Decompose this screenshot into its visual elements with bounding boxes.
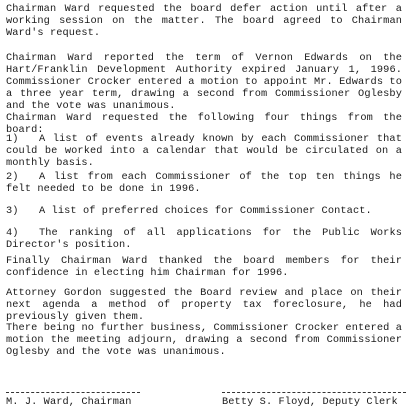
list-item-text: A list of preferred choices for Commissioner Contact. (39, 205, 372, 217)
paragraph-edwards-appointment: Chairman Ward reported the term of Vernon Edwards on the Hart/Franklin Development Authority expired January 1, 1996. Commissioner Crocker entered a motion to appoint Mr. Edwards to a three year term, drawing a second from Commissioner Oglesby and the vote was unanimous. (6, 52, 402, 113)
list-item-2 (6, 171, 402, 195)
signature-line-right (222, 392, 406, 393)
list-item-text: A list from each Commissioner of the top ten things he felt needed to be done in 1996. (6, 171, 402, 196)
list-item-4 (6, 227, 402, 251)
list-item-number: 1) (6, 133, 19, 145)
list-item-number: 3) (6, 205, 19, 217)
signature-line-left (6, 392, 140, 393)
list-item-3 (6, 205, 402, 217)
paragraph-tax-foreclosure: Attorney Gordon suggested the Board review and place on their next agenda a method of property tax foreclosure, he had previously given them. (6, 287, 402, 324)
list-item-text: A list of events already known by each Commissioner that could be worked into a calendar that would be circulated on a monthly basis. (6, 133, 402, 170)
signature-name-chairman: M. J. Ward, Chairman (6, 396, 132, 408)
paragraph-adjourn: There being no further business, Commissioner Crocker entered a motion the meeting adjourn, drawing a second from Commissioner Oglesby and the vote was unanimous. (6, 322, 402, 359)
paragraph-defer-action: Chairman Ward requested the board defer action until after a working session on the matter. The board agreed to Chairman Ward's request. (6, 3, 402, 40)
paragraph-thanks: Finally Chairman Ward thanked the board members for their confidence in electing him Chairman for 1996. (6, 255, 402, 280)
list-item-number: 2) (6, 171, 19, 183)
list-item-text: The ranking of all applications for the Public Works Director's position. (6, 227, 402, 252)
paragraph-four-requests: Chairman Ward requested the following four things from the board: (6, 112, 402, 137)
signature-name-clerk: Betty S. Floyd, Deputy Clerk (222, 396, 398, 408)
list-item-1 (6, 133, 402, 169)
list-item-number: 4) (6, 227, 19, 239)
